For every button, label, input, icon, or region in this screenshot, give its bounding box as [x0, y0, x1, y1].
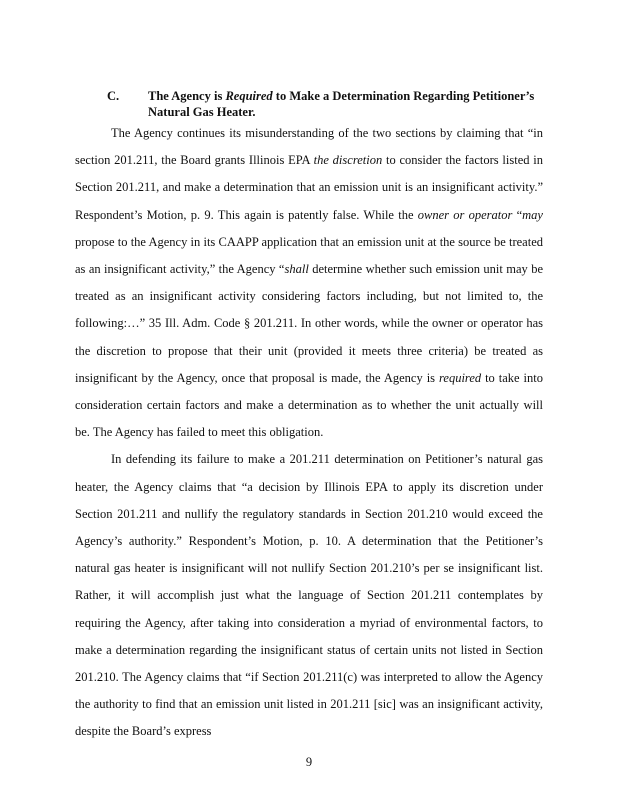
paragraph-text: to take into consideration certain factors and make a determination as to whether the unit actually will be. The Agency has failed to meet this obligation. — [75, 370, 543, 440]
paragraph-2 — [75, 446, 543, 745]
section-title-part1: The Agency is — [148, 89, 226, 103]
section-title-part2: to Make a Determination Regarding Petitioner’s Natural Gas Heater. — [148, 89, 535, 119]
paragraph-1 — [75, 120, 543, 446]
paragraph-text: The Agency continues its misunderstanding of the two sections by claiming that “in section 201.211, the Board grants Illinois EPA — [75, 126, 543, 168]
section-title-emphasis: Required — [225, 89, 273, 103]
emphasis-text: may — [522, 207, 543, 222]
paragraph-text: “ — [512, 207, 523, 222]
page-number: 9 — [305, 755, 313, 769]
emphasis-text: the discretion — [313, 153, 383, 168]
emphasis-text: required — [439, 370, 482, 385]
section-title — [148, 88, 548, 120]
paragraph-text: to consider the factors listed in Section 201.211, and make a determination that an emission unit is an insignificant activity.” Respondent’s Motion, p. 9. This again is patently false. While the — [75, 153, 543, 222]
section-number: C. — [107, 89, 120, 103]
paragraph-text: In defending its failure to make a 201.211 determination on Petitioner’s natural gas heater, the Agency claims that “a decision by Illinois EPA to apply its discretion under Section 201.211 and nullify the regulatory standards in Section 201.210 would exceed the Agency’s authority.” Respondent’s Motion, p. 10. A determination that the Petitioner’s natural gas heater is insignificant will not nullify Section 201.210’s per se insignificant list. Rather, it will accomplish just what the language of Section 201.211 contemplates by requiring the Agency, after taking into consideration a myriad of environmental factors, to make a determination regarding the insignificant status of certain units not listed in Section 201.210. The Agency claims that “if Section 201.211(c) was interpreted to allow the Agency the authority to find that an emission unit listed in 201.211 [sic] was an insignificant activity, despite the Board’s express — [75, 452, 543, 739]
body-text — [75, 120, 543, 746]
emphasis-text: shall — [284, 262, 309, 277]
paragraph-text: determine whether such emission unit may be treated as an insignificant activity considering factors including, but not limited to, the following:…” 35 Ill. Adm. Code § 201.211. In other words, while the owner or operator has the discretion to propose that their unit (provided it meets three criteria) be treated as insignificant by the Agency, once that proposal is made, the Agency is — [75, 262, 543, 385]
paragraph-text: propose to the Agency in its CAAPP application that an emission unit at the source be treated as an insignificant activity,” the Agency “ — [75, 234, 543, 277]
emphasis-text: owner or operator — [417, 207, 513, 222]
